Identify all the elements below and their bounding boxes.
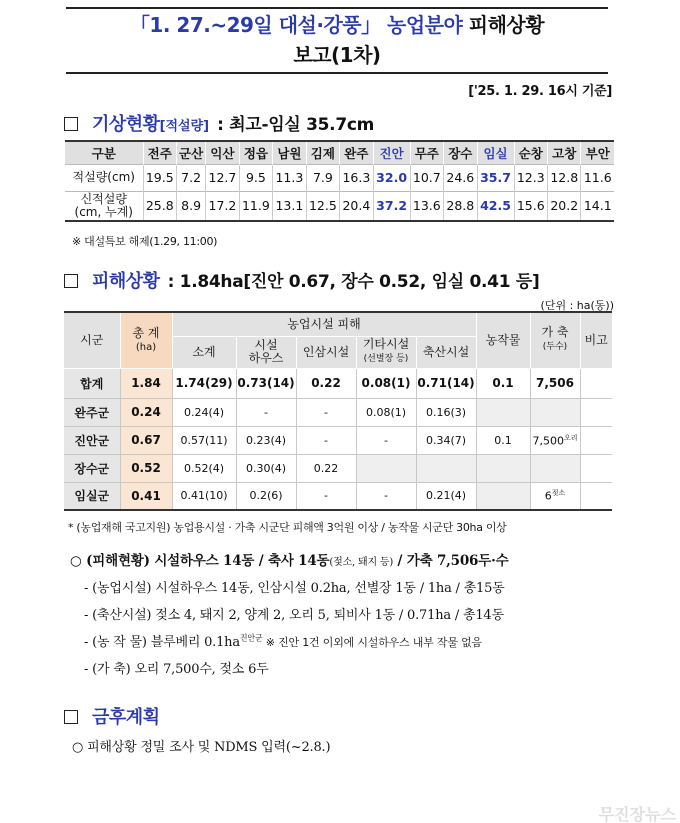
value-cell: 9.5 (239, 164, 272, 191)
livestock-cell (530, 398, 580, 426)
title-bottom-rule (66, 72, 608, 74)
damage-footnote: * (농업재해 국고지원) 농업용시설 · 가축 시군단 피해액 3억원 이상 / 농작물 시군단 30ha 이상 (68, 521, 507, 534)
row-name: 진안군 (64, 426, 120, 454)
region-header: 진안 (373, 141, 410, 164)
header-remarks: 비고 (580, 312, 612, 368)
value-cell: 24.6 (444, 164, 477, 191)
value-cell: 25.8 (143, 191, 176, 221)
subtotal-cell: 0.57(11) (172, 426, 236, 454)
greenhouse-cell: 0.73(14) (236, 368, 296, 398)
header-sigun: 시군 (64, 312, 120, 368)
value-cell-highlight: 37.2 (373, 191, 410, 221)
subtotal-cell: 1.74(29) (172, 368, 236, 398)
livestock-cell: $7,500^{오리}$ (530, 426, 580, 454)
unit-label: (단위 : ha(동)) (540, 299, 614, 312)
weather-note: ※ 대설특보 해제(1.29, 11:00) (72, 235, 218, 248)
value-cell: 11.6 (581, 164, 614, 191)
region-header: 장수 (444, 141, 477, 164)
header-greenhouse: 시설 하우스 (236, 336, 296, 368)
other-cell (356, 454, 416, 482)
row-label: 신적설량 (cm, 누계) (65, 191, 143, 221)
value-cell: 20.2 (548, 191, 581, 221)
ginseng-cell: - (296, 482, 356, 510)
report-subtitle: 보고(1차) (293, 43, 381, 67)
value-cell: 7.2 (176, 164, 205, 191)
crops-cell (476, 482, 530, 510)
greenhouse-cell: 0.30(4) (236, 454, 296, 482)
livestock-facility-cell: 0.16(3) (416, 398, 476, 426)
header-livestock-facility: 축산시설 (416, 336, 476, 368)
report-title: 「1. 27.~29일 대설·강풍」 농업분야 피해상황 (129, 13, 545, 37)
new-snowfall-row (65, 191, 614, 221)
region-header: 순창 (514, 141, 547, 164)
status-livestock-facility: - (축산시설) 젖소 4, 돼지 2, 양계 2, 오리 5, 퇴비사 1동 / 0.71ha / 총14동 (84, 608, 504, 623)
table-row (64, 426, 612, 454)
watermark: 무진장뉴스 (598, 805, 676, 823)
other-cell: 0.08(1) (356, 368, 416, 398)
region-header: 정읍 (239, 141, 272, 164)
total-cell: 1.84 (120, 368, 172, 398)
title-top-rule (66, 7, 608, 9)
subtotal-cell: 0.41(10) (172, 482, 236, 510)
damage-table (64, 311, 612, 511)
ginseng-cell: - (296, 426, 356, 454)
plan-item: ○ 피해상황 정밀 조사 및 NDMS 입력(~2.8.) (72, 740, 331, 755)
value-cell: 12.8 (548, 164, 581, 191)
table-row (64, 482, 612, 510)
table-row (64, 368, 612, 398)
greenhouse-cell: 0.23(4) (236, 426, 296, 454)
row-name: 장수군 (64, 454, 120, 482)
snowfall-row (65, 164, 614, 191)
table-row (64, 398, 612, 426)
corner-cell: 구분 (65, 141, 143, 164)
region-header: 전주 (143, 141, 176, 164)
checkbox-square-icon (64, 710, 78, 724)
region-header: 김제 (306, 141, 339, 164)
value-cell: 7.9 (306, 164, 339, 191)
header-other: 기타시설 (선별장 등) (356, 336, 416, 368)
value-cell: 20.4 (340, 191, 373, 221)
row-name: 완주군 (64, 398, 120, 426)
header-livestock: 가 축 (두수) (530, 312, 580, 368)
damage-header-row (64, 312, 612, 336)
value-cell: 15.6 (514, 191, 547, 221)
livestock-facility-cell: 0.71(14) (416, 368, 476, 398)
total-cell: 0.52 (120, 454, 172, 482)
header-ginseng: 인삼시설 (296, 336, 356, 368)
value-cell: 10.7 (410, 164, 443, 191)
status-summary: ○ (피해현황) 시설하우스 14동 / 축사 14동(젖소, 돼지 등) / 가축 7,506두·수 (70, 553, 509, 569)
weather-section-heading: 기상현황 [적설량] : 최고-임실 35.7cm (64, 110, 374, 136)
remarks-cell (580, 426, 612, 454)
remarks-cell (580, 454, 612, 482)
total-cell: 0.24 (120, 398, 172, 426)
ginseng-cell: 0.22 (296, 368, 356, 398)
checkbox-square-icon (64, 274, 78, 288)
greenhouse-cell: 0.2(6) (236, 482, 296, 510)
value-cell: 13.1 (273, 191, 306, 221)
livestock-facility-cell (416, 454, 476, 482)
value-cell: 12.3 (514, 164, 547, 191)
plan-section-heading: 금후계획 (64, 703, 160, 729)
row-name: 임실군 (64, 482, 120, 510)
snowfall-header-row (65, 141, 614, 164)
header-subtotal: 소계 (172, 336, 236, 368)
livestock-cell: 7,506 (530, 368, 580, 398)
region-header: 부안 (581, 141, 614, 164)
livestock-facility-cell: 0.21(4) (416, 482, 476, 510)
remarks-cell (580, 398, 612, 426)
value-cell: 14.1 (581, 191, 614, 221)
header-facility: 농업시설 피해 (172, 312, 476, 336)
status-facility: - (농업시설) 시설하우스 14동, 인삼시설 0.2ha, 선별장 1동 / 1ha / 총15동 (84, 581, 505, 596)
region-header: 임실 (477, 141, 514, 164)
row-name: 합계 (64, 368, 120, 398)
region-header: 무주 (410, 141, 443, 164)
other-cell: - (356, 426, 416, 454)
row-label: 적설량(cm) (65, 164, 143, 191)
ginseng-cell: - (296, 398, 356, 426)
greenhouse-cell: - (236, 398, 296, 426)
value-cell: 12.7 (206, 164, 239, 191)
value-cell: 28.8 (444, 191, 477, 221)
value-cell: 13.6 (410, 191, 443, 221)
value-cell: 12.5 (306, 191, 339, 221)
region-header: 완주 (340, 141, 373, 164)
remarks-cell (580, 368, 612, 398)
table-row (64, 454, 612, 482)
ginseng-cell: 0.22 (296, 454, 356, 482)
crops-cell (476, 454, 530, 482)
checkbox-square-icon (64, 117, 78, 131)
value-cell: 8.9 (176, 191, 205, 221)
remarks-cell (580, 482, 612, 510)
total-cell: 0.41 (120, 482, 172, 510)
status-crops: - (농 작 물) 블루베리 $0.1ha^{진안군}$ ※ 진안 1건 이외에 시설하우스 내부 작물 없음 (84, 633, 482, 650)
header-crops: 농작물 (476, 312, 530, 368)
livestock-cell: $6^{젖소}$ (530, 482, 580, 510)
value-cell-highlight: 32.0 (373, 164, 410, 191)
value-cell: 11.9 (239, 191, 272, 221)
region-header: 남원 (273, 141, 306, 164)
livestock-facility-cell: 0.34(7) (416, 426, 476, 454)
subtotal-cell: 0.52(4) (172, 454, 236, 482)
header-total: 총 계 (ha) (120, 312, 172, 368)
value-cell: 11.3 (273, 164, 306, 191)
report-basis-date: ['25. 1. 29. 16시 기준] (468, 84, 612, 99)
subtotal-cell: 0.24(4) (172, 398, 236, 426)
crops-cell: 0.1 (476, 426, 530, 454)
crops-cell: 0.1 (476, 368, 530, 398)
value-cell-highlight: 42.5 (477, 191, 514, 221)
status-livestock: - (가 축) 오리 7,500수, 젖소 6두 (84, 662, 269, 677)
region-header: 군산 (176, 141, 205, 164)
region-header: 익산 (206, 141, 239, 164)
value-cell: 16.3 (340, 164, 373, 191)
crops-cell (476, 398, 530, 426)
value-cell: 17.2 (206, 191, 239, 221)
other-cell: 0.08(1) (356, 398, 416, 426)
other-cell: - (356, 482, 416, 510)
value-cell-highlight: 35.7 (477, 164, 514, 191)
value-cell: 19.5 (143, 164, 176, 191)
total-cell: 0.67 (120, 426, 172, 454)
snowfall-table (65, 140, 614, 222)
damage-section-heading: 피해상황 : 1.84ha[진안 0.67, 장수 0.52, 임실 0.41 등] (64, 267, 539, 293)
region-header: 고창 (548, 141, 581, 164)
livestock-cell (530, 454, 580, 482)
